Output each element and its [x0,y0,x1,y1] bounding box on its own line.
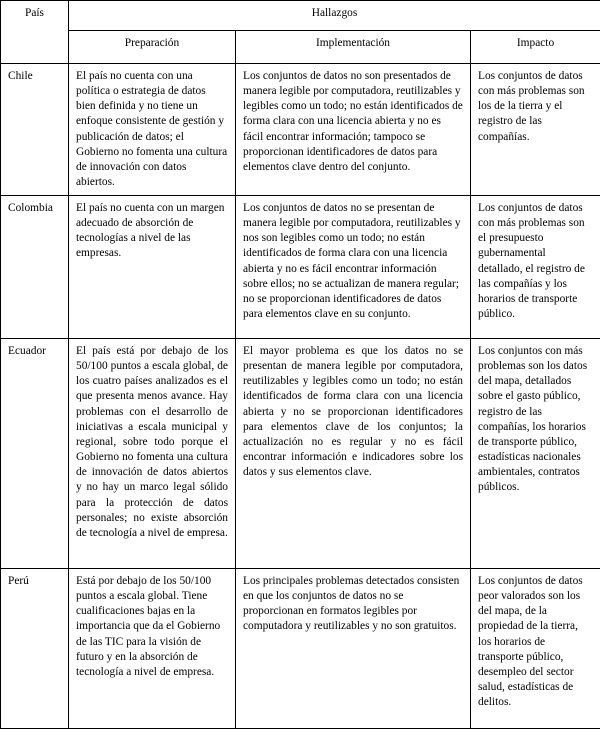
cell-impact: Los conjuntos de datos con más problemas son los de la tierra y el registro de las compañías. [471,64,600,196]
cell-country: Chile [1,64,69,196]
cell-preparation: El país está por debajo de los 50/100 puntos a escala global, de los cuatro países analizados es el que presenta menos avance. Hay problemas con el desarrollo de iniciativas a escala municipal y regional, sobre todo porque el Gobierno no fomenta una cultura de innovación de datos abiertos y no hay un marco legal sólido para la protección de datos personales; no existe absorción de tecnología a nivel de empresa. [69,339,236,569]
cell-implementation: El mayor problema es que los datos no se presentan de manera legible por computadora, reutilizables y legibles como un todo; no están identificados de forma clara con una licencia abierta y no se proporcionan identificadores para elementos clave de los conjuntos; la actualización no es regular y no es fácil encontrar información e indicadores sobre los datos y sus elementos clave. [236,339,471,569]
table-row [1,64,600,196]
column-header-impacto: Impacto [471,31,600,64]
column-group-header-hallazgos: Hallazgos [69,1,600,31]
cell-impact: Los conjuntos de datos con más problemas son el presupuesto gubernamental detallado, el registro de las compañías y los horarios de transporte público. [471,196,600,339]
cell-implementation: Los conjuntos de datos no son presentados de manera legible por computadora, reutilizables y legibles como un todo; no están identificados de forma clara con una licencia abierta y no es fácil encontrar información; tampoco se proporcionan identificadores de datos para elementos clave dentro del conjunto. [236,64,471,196]
table-row [1,339,600,569]
table-header-row-group [1,1,600,31]
cell-country: Perú [1,569,69,729]
cell-impact: Los conjuntos de datos peor valorados son los del mapa, de la propiedad de la tierra, los horarios de transporte público, desempleo del sector salud, estadísticas de delitos. [471,569,600,729]
cell-preparation: El país no cuenta con una política o estrategia de datos bien definida y no tiene un enfoque consistente de gestión y publicación de datos; el Gobierno no fomenta una cultura de innovación con datos abiertos. [69,64,236,196]
cell-preparation: El país no cuenta con un margen adecuado de absorción de tecnologías a nivel de las empresas. [69,196,236,339]
table-body [1,64,600,729]
cell-preparation: Está por debajo de los 50/100 puntos a escala global. Tiene cualificaciones bajas en la importancia que da el Gobierno de las TIC para la visión de futuro y en la absorción de tecnología a nivel de empresa. [69,569,236,729]
cell-implementation: Los principales problemas detectados consisten en que los conjuntos de datos no se proporcionan en formatos legibles por computadora y reutilizables y no son gratuitos. [236,569,471,729]
cell-country: Colombia [1,196,69,339]
cell-impact: Los conjuntos con más problemas son los datos del mapa, detallados sobre el gasto público, registro de las compañías, los horarios de transporte público, estadísticas nacionales ambientales, contratos públicos. [471,339,600,569]
column-header-preparacion: Preparación [69,31,236,64]
cell-implementation: Los conjuntos de datos no se presentan de manera legible por computadora, reutilizables y nos son legibles como un todo; no están identificados de forma clara con una licencia abierta y no es fácil encontrar información sobre ellos; no se actualizan de manera regular; no se proporcionan identificadores de datos para elementos clave en su conjunto. [236,196,471,339]
column-header-pais: País [1,1,69,64]
table-row [1,196,600,339]
table-row [1,569,600,729]
table-header-row-sub [1,31,600,64]
table-header [1,1,600,64]
cell-country: Ecuador [1,339,69,569]
column-header-implementacion: Implementación [236,31,471,64]
